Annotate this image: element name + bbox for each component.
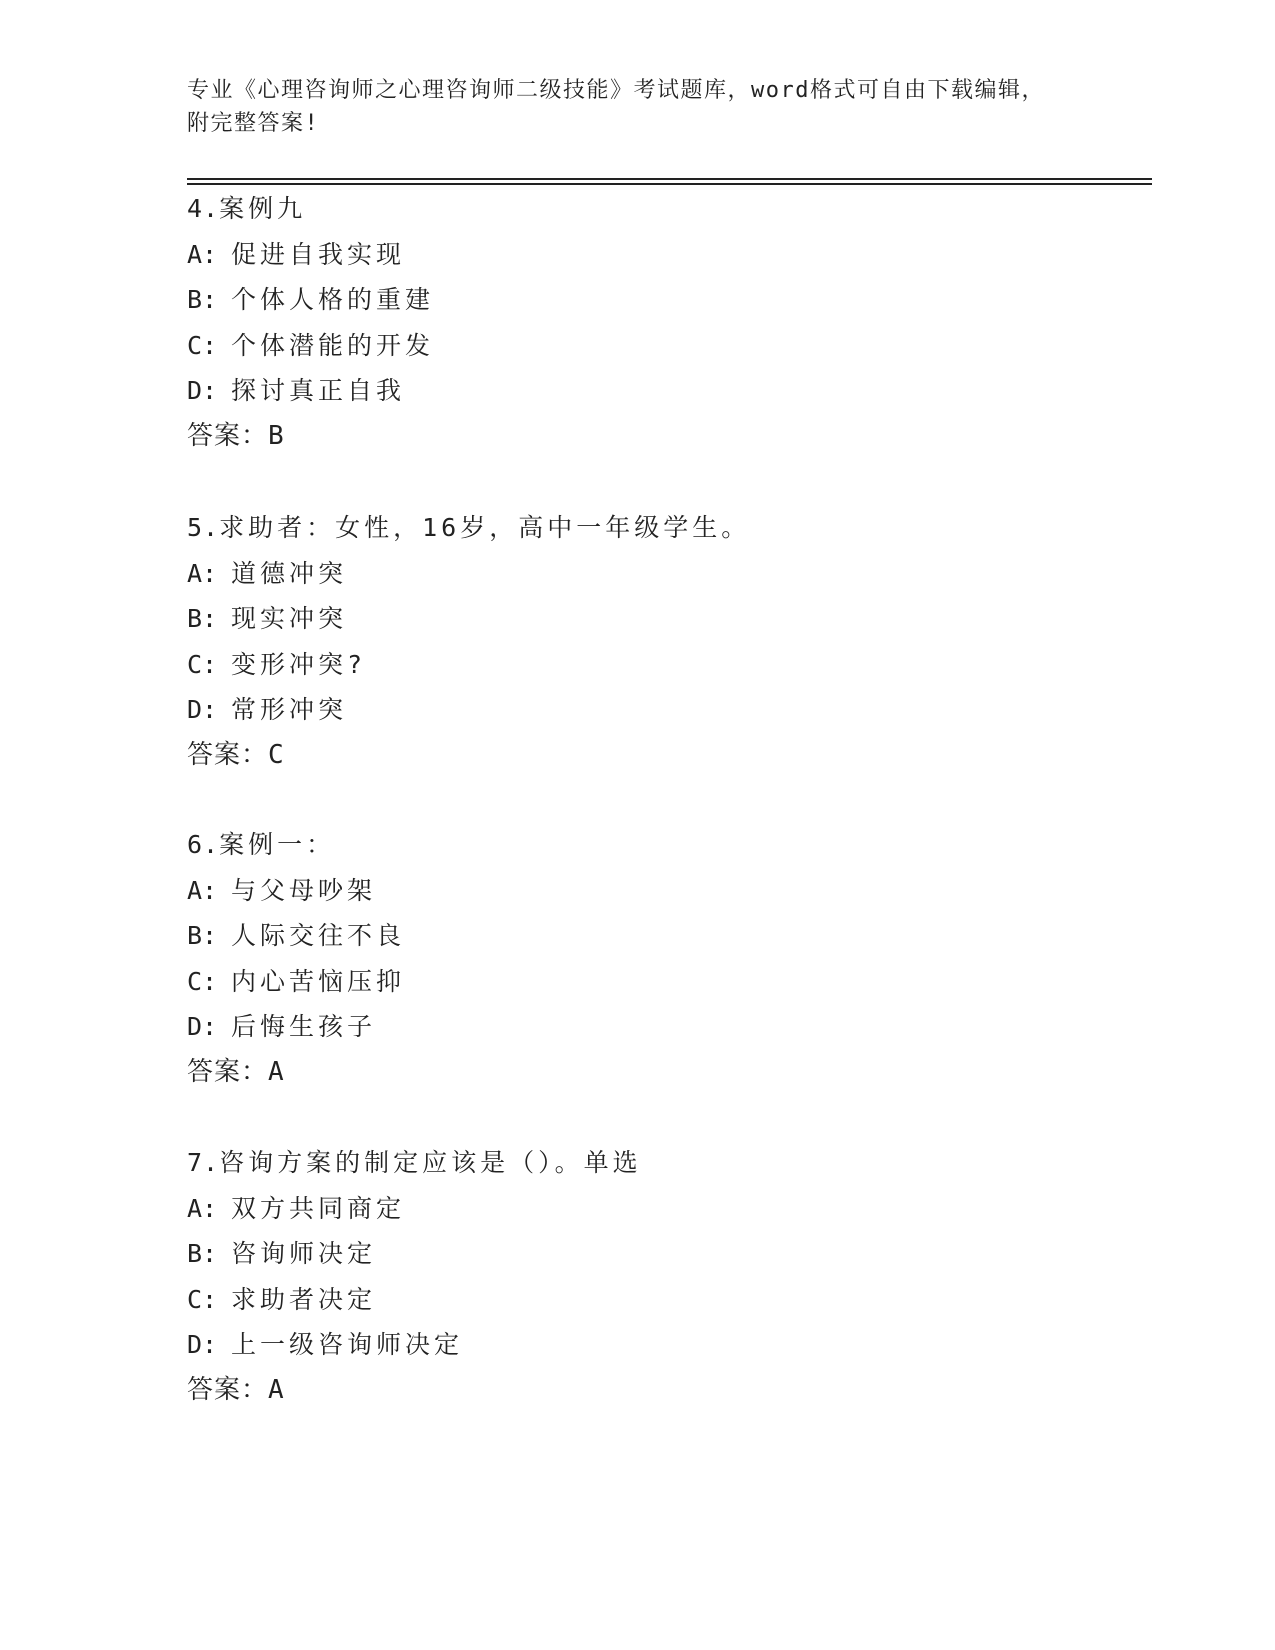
option-letter: A: [187,875,218,905]
answer-value: C [268,739,285,770]
option-a [187,551,1147,597]
option-text: 求助者决定 [231,1284,377,1314]
question-number: 6. [187,830,220,859]
question-text: 案例九 [219,194,307,223]
question-stem [187,1140,1147,1186]
header-divider-bottom [187,183,1152,185]
option-b [187,596,1147,642]
answer-line [187,1050,1147,1096]
option-text: 个体人格的重建 [231,285,435,314]
option-c [187,959,1147,1005]
option-letter: D: [187,695,218,724]
answer-value: A [268,1374,285,1405]
option-letter: C: [187,330,218,360]
header-divider-top [187,178,1152,180]
question-5 [187,505,1147,778]
option-letter: D: [187,1330,218,1359]
question-text: 求助者：女性，16岁，高中一年级学生。 [219,513,751,542]
option-text: 变形冲突? [231,649,367,679]
question-6 [187,822,1147,1095]
question-stem [187,186,1147,232]
question-stem [187,822,1147,868]
answer-line [187,1368,1147,1414]
option-letter: B: [187,921,218,950]
option-c [187,1277,1147,1323]
option-text: 个体潜能的开发 [231,330,435,360]
answer-line [187,414,1147,460]
option-letter: A: [187,558,218,588]
option-text: 咨询师决定 [231,1239,377,1268]
option-letter: B: [187,604,218,633]
answer-value: B [268,420,285,451]
question-number: 7. [187,1148,220,1177]
question-stem [187,505,1147,551]
option-text: 与父母吵架 [231,875,377,905]
question-text: 案例一： [219,830,336,859]
option-letter: D: [187,1012,218,1041]
question-4 [187,186,1147,459]
option-letter: D: [187,376,218,405]
option-text: 内心苦恼压抑 [231,966,406,996]
question-text: 咨询方案的制定应该是（）。单选 [219,1148,642,1177]
option-letter: B: [187,285,218,314]
answer-label: 答案： [187,420,269,451]
option-b [187,1231,1147,1277]
option-letter: A: [187,239,218,269]
answer-line [187,733,1147,779]
question-number: 5. [187,513,220,542]
option-letter: C: [187,1284,218,1314]
option-d [187,368,1147,414]
answer-value: A [268,1056,285,1087]
option-b [187,277,1147,323]
option-text: 双方共同商定 [231,1193,406,1223]
option-c [187,323,1147,369]
answer-label: 答案： [187,1374,269,1405]
option-text: 探讨真正自我 [231,376,406,405]
document-header: 专业《心理咨询师之心理咨询师二级技能》考试题库，word格式可自由下载编辑，附完整答案! [187,78,1045,136]
question-number: 4. [187,194,220,223]
option-a [187,1186,1147,1232]
option-letter: B: [187,1239,218,1268]
option-text: 常形冲突 [231,695,348,724]
option-c [187,642,1147,688]
option-d [187,1004,1147,1050]
answer-label: 答案： [187,1056,269,1087]
option-b [187,913,1147,959]
option-letter: A: [187,1193,218,1223]
option-text: 后悔生孩子 [231,1012,377,1041]
option-text: 人际交往不良 [231,921,406,950]
option-text: 促进自我实现 [231,239,406,269]
option-text: 上一级咨询师决定 [231,1330,464,1359]
option-text: 现实冲突 [231,604,348,633]
option-letter: C: [187,649,218,679]
answer-label: 答案： [187,739,269,770]
option-d [187,687,1147,733]
option-d [187,1322,1147,1368]
question-7 [187,1140,1147,1413]
option-text: 道德冲突 [231,558,348,588]
option-a [187,232,1147,278]
option-a [187,868,1147,914]
option-letter: C: [187,966,218,996]
